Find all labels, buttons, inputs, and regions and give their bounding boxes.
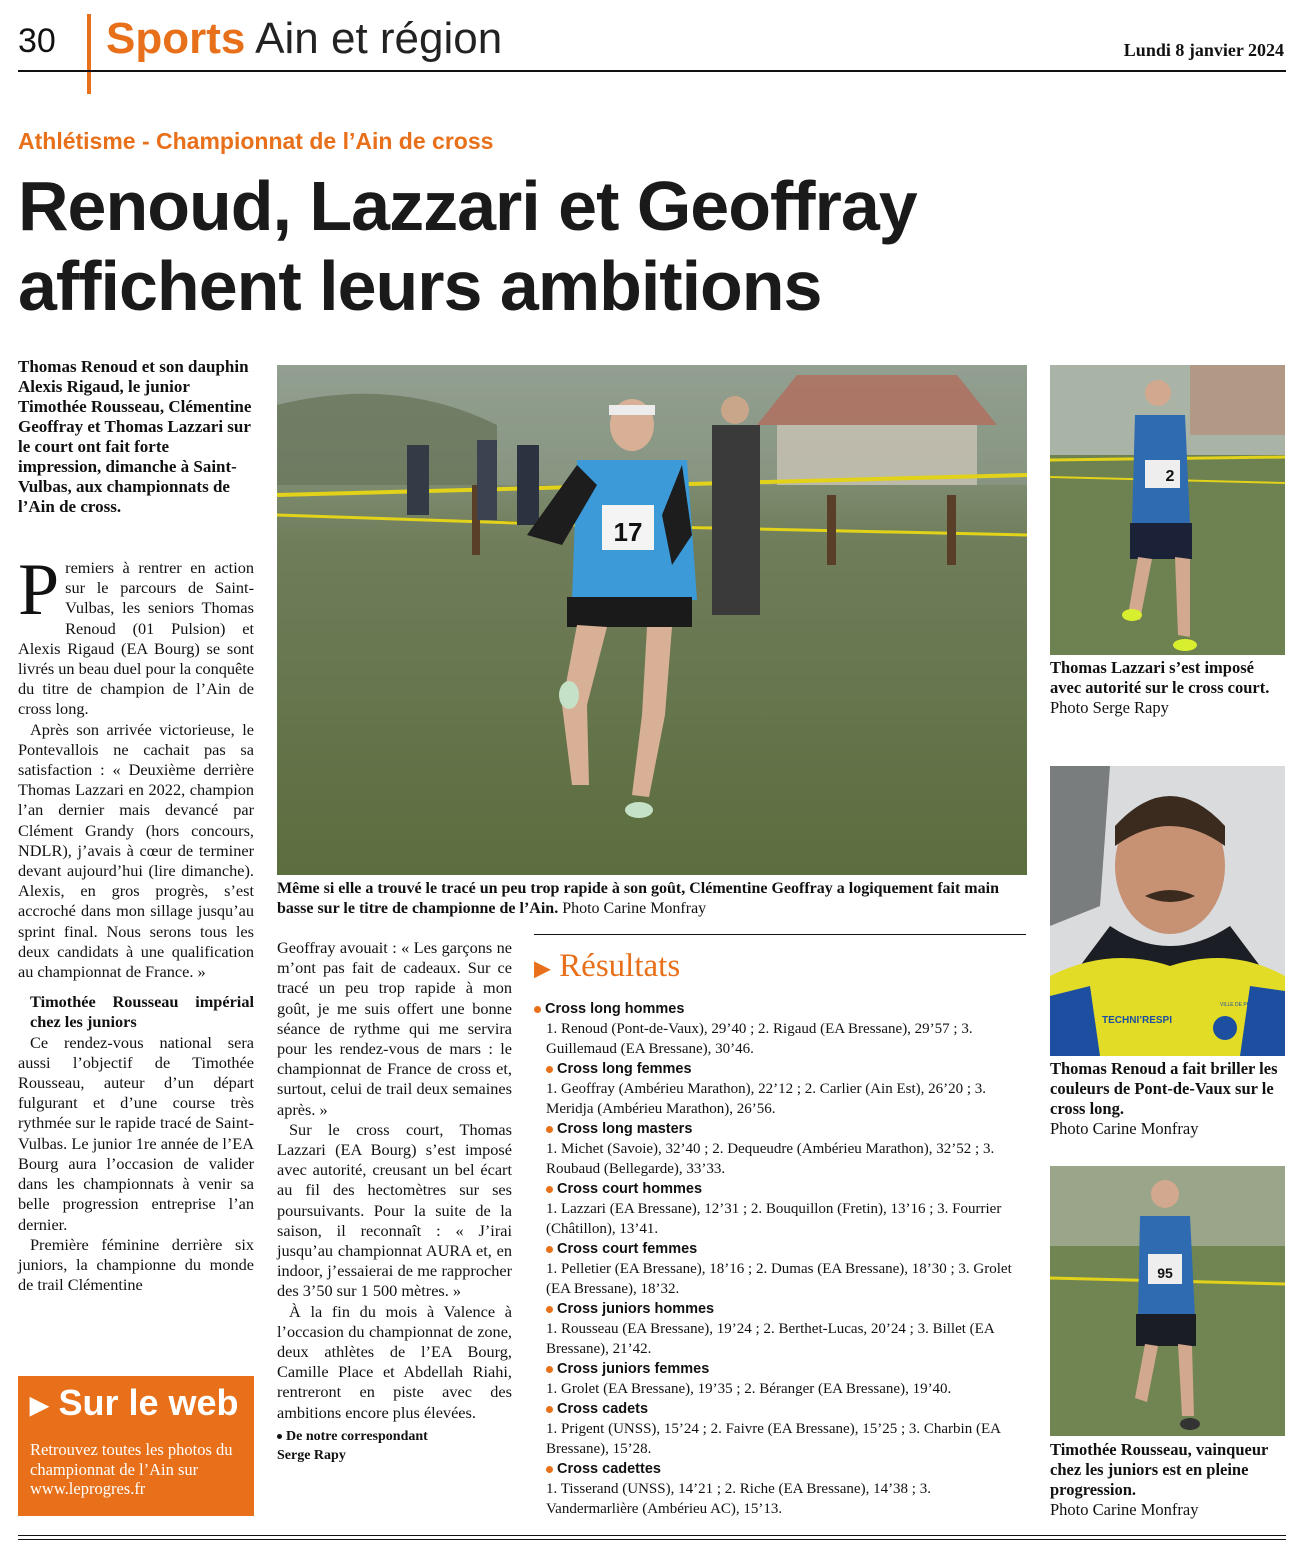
side-caption-2-credit: Photo Carine Monfray	[1050, 1119, 1199, 1138]
bullet-icon	[546, 1066, 553, 1073]
side-photo-lazzari	[1050, 365, 1285, 655]
side-photo-renoud	[1050, 766, 1285, 1056]
main-photo-caption	[277, 879, 1027, 919]
results-item: Cross long hommes 1. Renoud (Pont-de-Vaux), 29’40 ; 2. Rigaud (EA Bressane), 29’57 ; 3. Guillemaud (EA Bressane), 30’46.	[534, 999, 1026, 1059]
headline-line-2: affichent leurs ambitions	[18, 247, 822, 325]
side-photo-2-badge-text: VILLE DE PONT-DE-VAUX	[1220, 1002, 1281, 1008]
bullet-icon	[277, 1434, 282, 1439]
results-item: Cross juniors femmes 1. Grolet (EA Bressane), 19’35 ; 2. Béranger (EA Bressane), 19’40.	[546, 1361, 952, 1397]
bullet-icon	[546, 1406, 553, 1413]
main-photo-caption-text: Même si elle a trouvé le tracé un peu trop rapide à son goût, Clémentine Geoffray a logiquement fait main basse sur le titre de championne de l’Ain.	[277, 880, 999, 917]
bullet-icon	[534, 1006, 541, 1013]
main-photo	[277, 365, 1027, 875]
side-caption-2-text: Thomas Renoud a fait briller les couleurs de Pont-de-Vaux sur le cross long.	[1050, 1059, 1278, 1118]
web-promo-box[interactable]	[18, 1376, 254, 1516]
web-promo-title: ▶ Sur le web	[30, 1382, 239, 1423]
section-title	[106, 14, 502, 64]
side-caption-3	[1050, 1440, 1285, 1520]
side-caption-1	[1050, 658, 1285, 718]
paragraph-4: Première féminine derrière six juniors, la championne du monde de trail Clémentine	[18, 1234, 254, 1295]
results-rule	[534, 934, 1026, 935]
section-region: Ain et région	[255, 14, 503, 63]
web-promo-text: Retrouvez toutes les photos du championnat de l’Ain sur www.leprogres.fr	[30, 1440, 233, 1498]
paragraph-1: remiers à rentrer en action sur le parcours de Saint-Vulbas, les seniors Thomas Renoud (01 Pulsion) et Alexis Rigaud (EA Bourg) se sont livrés un beau duel pour la conquête du titre de champion de l’Ain de cross long.	[18, 558, 254, 719]
page-number: 30	[18, 22, 56, 60]
issue-date: Lundi 8 janvier 2024	[1123, 40, 1284, 60]
main-photo-credit: Photo Carine Monfray	[562, 900, 707, 917]
header-divider	[87, 14, 91, 94]
paragraph-2: Après son arrivée victorieuse, le Pontevallois ne cachait pas sa satisfaction : « Deuxième derrière Thomas Lazzari en 2022, champion l’an dernier mais devancé par Clément Grandy (hors concours, NDLR), j’avais à cœur de terminer devant aujourd’hui (lire dimanche). Alexis, en gros progrès, s’est accroché dans mon sillage jusqu’au sprint final. Nous serons tous les deux candidats à une qualification au championnat de France. »	[18, 719, 254, 982]
article-column-2	[277, 938, 512, 1465]
side-caption-3-credit: Photo Carine Monfray	[1050, 1500, 1199, 1519]
side-caption-3-text: Timothée Rousseau, vainqueur chez les juniors est en pleine progression.	[1050, 1440, 1269, 1499]
results-item: Cross juniors hommes 1. Rousseau (EA Bressane), 19’24 ; 2. Berthet-Lucas, 20’24 ; 3. Billet (EA Bressane), 21’42.	[546, 1301, 994, 1357]
results-item: Cross long femmes 1. Geoffray (Ambérieu Marathon), 22’12 ; 2. Carlier (Ain Est), 26’20 ; 3. Meridja (Ambérieu Marathon), 26’56.	[546, 1061, 987, 1117]
bullet-icon	[546, 1246, 553, 1253]
paragraph-7: À la fin du mois à Valence à l’occasion du championnat de zone, deux athlètes de l’EA Bourg, Camille Place et Abdellah Riahi, rentreront en piste avec des ambitions encore plus élevées.	[277, 1301, 512, 1422]
bullet-icon	[546, 1126, 553, 1133]
article-subhead: Timothée Rousseau impérial chez les juniors	[30, 992, 254, 1032]
results-title: ▶ Résultats	[534, 948, 681, 984]
side-photo-rousseau	[1050, 1166, 1285, 1436]
side-photo-1-bib: 2	[1165, 468, 1175, 485]
article-column-1	[18, 549, 254, 1295]
signature: De notre correspondant Serge Rapy	[277, 1428, 428, 1463]
paragraph-3: Ce rendez-vous national sera aussi l’objectif de Timothée Rousseau, auteur d’un départ fulgurant et d’une course très rythmée sur le rapide tracé de Saint-Vulbas. Le junior 1re année de l’EA Bourg aura l’occasion de valider dans les championnats à venir sa belle progression entreprise l’an dernier.	[18, 1032, 254, 1234]
results-item: Cross cadettes 1. Tisserand (UNSS), 14’21 ; 2. Riche (EA Bressane), 14’38 ; 3. Vandermarlière (Ambérieu AC), 15’13.	[546, 1461, 931, 1517]
side-photo-2-shirt-text: TECHNI’RESPI	[1102, 1015, 1173, 1026]
paragraph-6: Sur le cross court, Thomas Lazzari (EA Bourg) s’est imposé avec autorité, creusant un bel écart au fil des hectomètres sur ses poursuivants. Pour la suite de la saison, il reconnaît : « J’irai jusqu’au championnat AURA et, en indoor, j’essaierai de me rapprocher des 3’50 sur 1 500 mètres. »	[277, 1119, 512, 1301]
bullet-icon	[546, 1366, 553, 1373]
results-list	[534, 999, 1026, 1519]
side-caption-1-text: Thomas Lazzari s’est imposé avec autorité sur le cross court.	[1050, 658, 1270, 697]
results-item: Cross court hommes 1. Lazzari (EA Bressane), 12’31 ; 2. Bouquillon (Fretin), 13’16 ; 3. Fourrier (Châtillon), 13’41.	[546, 1181, 1002, 1237]
main-photo-bib: 17	[613, 517, 643, 547]
paragraph-5: Geoffray avouait : « Les garçons ne m’ont pas fait de cadeaux. Sur ce tracé un peu trop rapide à mon goût, je me suis offert une bonne séance de rythme qui me servira pour les rendez-vous de mars : le championnat de France de cross et, surtout, celui de trail deux semaines après. »	[277, 938, 512, 1119]
side-caption-1-credit: Photo Serge Rapy	[1050, 698, 1169, 717]
bullet-icon	[546, 1306, 553, 1313]
header-rule	[18, 70, 1286, 72]
bullet-icon	[546, 1186, 553, 1193]
footer-rule	[18, 1535, 1286, 1536]
results-item: Cross long masters 1. Michet (Savoie), 32’40 ; 2. Dequeudre (Ambérieu Marathon), 32’52 ; 3. Roubaud (Bellegarde), 33’33.	[546, 1121, 995, 1177]
article-headline	[18, 166, 1118, 326]
play-arrow-icon: ▶	[30, 1391, 49, 1419]
results-item: Cross court femmes 1. Pelletier (EA Bressane), 18’16 ; 2. Dumas (EA Bressane), 18’30 ; 3. Grolet (EA Bressane), 18’32.	[546, 1241, 1012, 1297]
bullet-icon	[546, 1466, 553, 1473]
side-caption-2	[1050, 1059, 1285, 1139]
drop-cap: P	[18, 549, 60, 631]
footer-rule-2	[18, 1539, 1286, 1540]
headline-line-1: Renoud, Lazzari et Geoffray	[18, 167, 917, 245]
side-photo-3-bib: 95	[1157, 1265, 1173, 1281]
play-arrow-icon: ▶	[534, 955, 551, 981]
results-item: Cross cadets 1. Prigent (UNSS), 15’24 ; 2. Faivre (EA Bressane), 15’25 ; 3. Charbin (EA Bressane), 15’28.	[546, 1401, 1001, 1457]
article-lead: Thomas Renoud et son dauphin Alexis Rigaud, le junior Timothée Rousseau, Clémentine Geoffray et Thomas Lazzari sur le court ont fait forte impression, dimanche à Saint-Vulbas, aux championnats de l’Ain de cross.	[18, 357, 252, 516]
article-kicker: Athlétisme - Championnat de l’Ain de cross	[18, 128, 494, 154]
section-name: Sports	[106, 14, 246, 63]
